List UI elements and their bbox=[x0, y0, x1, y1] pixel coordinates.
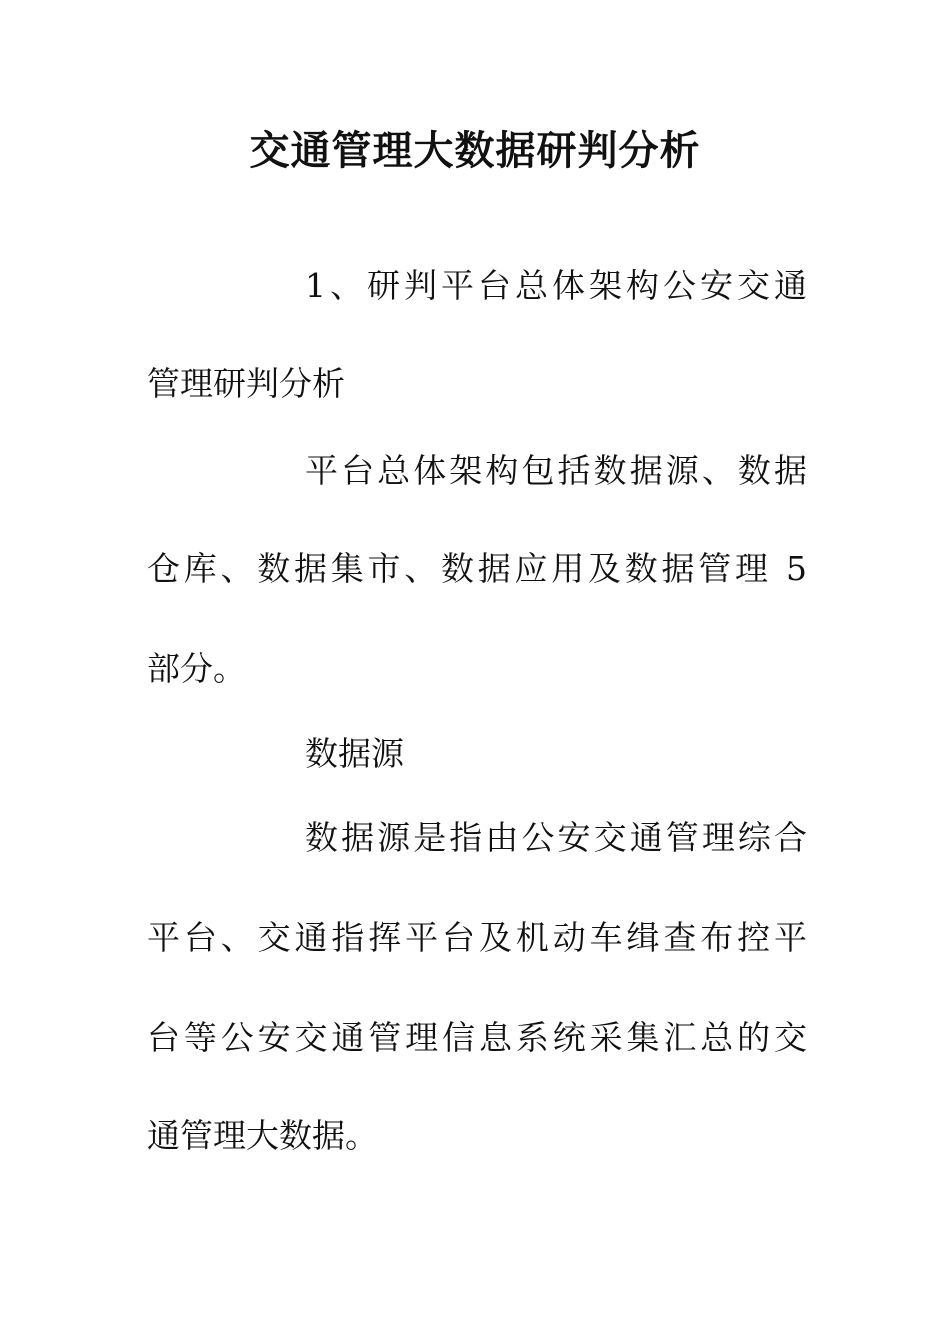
paragraph-2-line-2: 平台、交通指挥平台及机动车缉查布控平 bbox=[147, 918, 807, 957]
subheading-data-source: 数据源 bbox=[305, 734, 404, 773]
paragraph-2-line-1: 数据源是指由公安交通管理综合 bbox=[305, 818, 807, 857]
section-heading-line-1: 1、研判平台总体架构公安交通 bbox=[305, 266, 807, 305]
paragraph-1-line-3: 部分。 bbox=[147, 649, 246, 688]
paragraph-2-line-3: 台等公安交通管理信息系统采集汇总的交 bbox=[147, 1018, 807, 1057]
paragraph-1-line-1: 平台总体架构包括数据源、数据 bbox=[305, 451, 807, 490]
paragraph-1-line-2: 仓库、数据集市、数据应用及数据管理 5 bbox=[147, 549, 807, 588]
section-heading-line-2: 管理研判分析 bbox=[147, 364, 345, 403]
paragraph-2-line-4: 通管理大数据。 bbox=[147, 1116, 378, 1155]
document-title: 交通管理大数据研判分析 bbox=[249, 128, 701, 174]
